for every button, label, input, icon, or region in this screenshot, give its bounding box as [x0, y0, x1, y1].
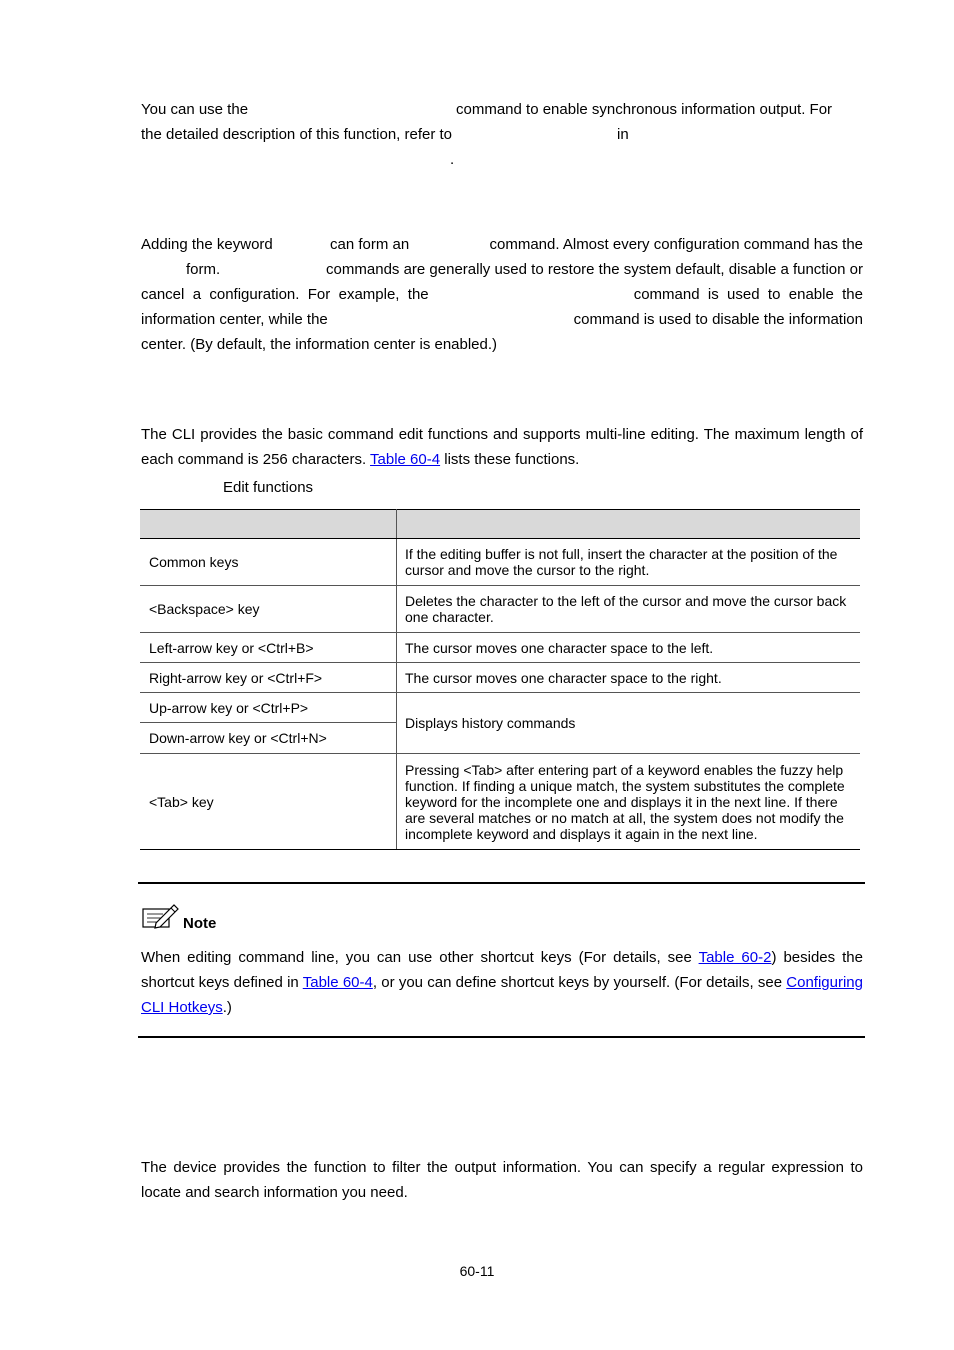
text: command is used to disable the information	[573, 311, 863, 328]
edit-functions-table	[140, 509, 860, 850]
text: commands are generally used to restore the system default, disable a function or	[326, 261, 863, 278]
header-cell	[140, 510, 397, 539]
table-header-row	[140, 510, 860, 539]
function-cell: Deletes the character to the left of the cursor and move the cursor back one character.	[397, 586, 861, 633]
text: When editing command line, you can use other shortcut keys (For details, see	[141, 949, 692, 966]
page-number: 60-11	[459, 1263, 495, 1279]
paragraph-edit-functions	[141, 422, 863, 472]
text: form.	[186, 261, 221, 278]
function-cell: If the editing buffer is not full, insert the character at the position of the cursor and move the cursor to the right.	[397, 539, 861, 586]
text: center. (By default, the information center is enabled.)	[141, 336, 498, 353]
text: information center, while the	[141, 311, 328, 328]
paragraph-output-filter: The device provides the function to filter the output information. You can specify a regular expression to locate and search information you need.	[141, 1159, 863, 1201]
table-row	[140, 633, 860, 663]
table-row	[140, 754, 860, 850]
text: in	[617, 126, 629, 143]
key-cell: Right-arrow key or <Ctrl+F>	[140, 663, 397, 693]
text: .)	[222, 999, 232, 1016]
text: cancel a configuration. For example, the	[141, 286, 429, 303]
table-row	[140, 663, 860, 693]
text: command is used to enable the	[633, 286, 863, 303]
header-cell	[397, 510, 861, 539]
note-header	[141, 903, 216, 933]
key-cell: Up-arrow key or <Ctrl+P>	[140, 693, 397, 723]
note-text	[141, 945, 863, 1020]
text: .	[450, 151, 455, 168]
note-top-rule	[138, 882, 865, 884]
function-cell: Displays history commands	[397, 693, 861, 754]
key-cell: <Backspace> key	[140, 586, 397, 633]
key-cell: Left-arrow key or <Ctrl+B>	[140, 633, 397, 663]
note-pencil-icon	[141, 903, 179, 933]
table-60-2-link[interactable]: Table 60-2	[698, 949, 772, 966]
table-60-4-link[interactable]: Table 60-4	[302, 974, 373, 991]
note-label: Note	[183, 915, 217, 932]
text: You can use the	[141, 101, 249, 118]
note-bottom-rule	[138, 1036, 865, 1038]
text: Adding the keyword	[141, 236, 273, 253]
text: the detailed description of this function, refer to	[141, 126, 453, 143]
table-row	[140, 539, 860, 586]
configuring-cli-hotkeys-link[interactable]: Configuring CLI Hotkeys	[141, 974, 863, 1016]
text: The CLI provides the basic command edit functions and supports multi-line editing. The maximum length of each command is 256 characters.	[141, 426, 863, 468]
table-row	[140, 586, 860, 633]
function-cell: The cursor moves one character space to the left.	[397, 633, 861, 663]
key-cell: <Tab> key	[140, 754, 397, 850]
key-cell: Common keys	[140, 539, 397, 586]
table-60-4-link[interactable]: Table 60-4	[370, 451, 441, 468]
text: command to enable synchronous information output. For	[456, 101, 833, 118]
function-cell: The cursor moves one character space to the right.	[397, 663, 861, 693]
text: ) besides the shortcut keys defined in	[141, 949, 863, 991]
text: , or you can define shortcut keys by yourself. (For details, see	[372, 974, 783, 991]
text: can form an	[330, 236, 410, 253]
table-caption: Edit functions	[223, 479, 314, 496]
key-cell: Down-arrow key or <Ctrl+N>	[140, 723, 397, 754]
text: lists these functions.	[444, 451, 580, 468]
text: command. Almost every configuration command has the	[489, 236, 863, 253]
table-row	[140, 693, 860, 723]
function-cell: Pressing <Tab> after entering part of a keyword enables the fuzzy help function. If finding a unique match, the system substitutes the complete keyword for the incomplete one and displays it in the next line. If there are several matches or no match at all, the system does not modify the incomplete keyword and displays it again in the next line.	[397, 754, 861, 850]
